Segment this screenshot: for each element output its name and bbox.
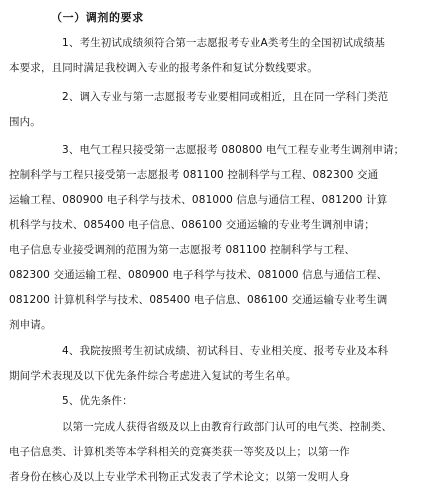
paragraph-line: 电子信息专业接受调剂的范围为第一志愿报考 081100 控制科学与工程、: [9, 244, 356, 256]
paragraph-line: 1、考生初试成绩须符合第一志愿报考专业A类考生的全国初试成绩基: [62, 37, 386, 49]
paragraph-line: 3、电气工程只接受第一志愿报考 080800 电气工程专业考生调剂申请；: [62, 144, 405, 156]
paragraph-line: 机科学与技术、085400 电子信息、086100 交通运输的专业考生调剂申请；: [9, 219, 375, 231]
paragraph-line: 剂申请。: [9, 319, 52, 331]
paragraph-line: 本要求，且同时满足我校调入专业的报考条件和复试分数线要求。: [9, 62, 318, 74]
paragraph-line: 运输工程、080900 电子科学与技术、081000 信息与通信工程、081200 计算: [9, 194, 388, 206]
paragraph-line: 以第一完成人获得省级及以上由教育行政部门认可的电气类、控制类、: [62, 421, 393, 433]
paragraph-line: 082300 交通运输工程、080900 电子科学与技术、081000 信息与通信工程、: [9, 269, 388, 281]
paragraph-line: 5、优先条件：: [62, 395, 133, 407]
paragraph-line: 081200 计算机科学与技术、085400 电子信息、086100 交通运输专业考生调: [9, 294, 388, 306]
paragraph-line: 控制科学与工程只接受第一志愿报考 081100 控制科学与工程、082300 交通: [9, 169, 379, 181]
paragraph-line: 4、我院按照考生初试成绩、初试科目、专业相关度、报考专业及本科: [62, 345, 389, 357]
paragraph-line: 围内。: [9, 116, 41, 128]
paragraph-line: 期间学术表现及以下优先条件综合考虑进入复试的考生名单。: [9, 370, 297, 382]
paragraph-line: 2、调入专业与第一志愿报考专业要相同或相近，且在同一学科门类范: [62, 91, 389, 103]
section-heading: （一）调剂的要求: [51, 11, 144, 24]
paragraph-line: 电子信息类、计算机类等本学科相关的竞赛类获一等奖及以上；以第一作: [9, 446, 350, 458]
paragraph-line: 者身份在核心及以上专业学术刊物正式发表了学术论文；以第一发明人身: [9, 471, 350, 483]
